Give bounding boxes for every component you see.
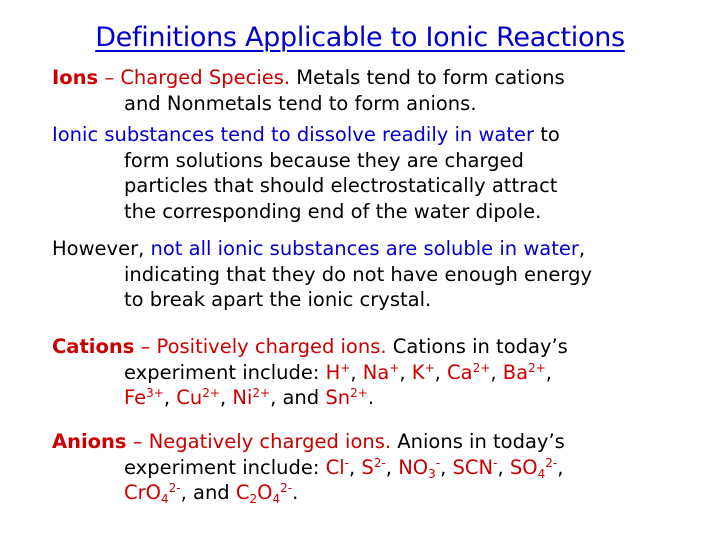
ionic-line-3: particles that should electrostatically attract [124, 174, 558, 197]
ion-scn: SCN- [452, 455, 498, 479]
anions-term: Anions [52, 430, 127, 453]
ion-k: K+ [411, 360, 435, 384]
ionic-line-2: form solutions because they are charged [124, 148, 524, 172]
ions-definition: Charged Species. [120, 66, 291, 89]
ion-ni: $Ni^{2+}$ [232, 386, 271, 409]
anions-line-2-lead: experiment include: [124, 455, 326, 479]
ionic-line-4: the corresponding end of the water dipole. [124, 199, 542, 223]
anions-line-3: CrO$_4^{2-}$, and $C_2O_4^{2-}$. [124, 481, 299, 506]
ion-s: $S^{2-}$ [361, 455, 386, 479]
page-title: Definitions Applicable to Ionic Reactions [95, 22, 625, 53]
cations-dash: – [134, 335, 157, 358]
ion-cl: Cl- [325, 455, 350, 479]
ion-cu: $Cu^{2+}$ [176, 386, 220, 409]
ion-cro4: CrO$_4^{2-}$ [124, 481, 181, 506]
ions-dash: – [98, 66, 121, 89]
ions-line-1-rest: Metals tend to form cations [290, 66, 565, 89]
ionic-substances-paragraph [52, 122, 712, 224]
however-highlight: not all ionic substances are soluble in water [150, 237, 579, 260]
ionic-line-1-rest: to [534, 123, 560, 146]
ion-c2o4: $C_2O_4^{2-}$ [235, 481, 293, 506]
however-lead: However, [52, 237, 151, 260]
ion-so4: $SO_4^{2-}$ [509, 455, 558, 481]
cations-term: Cations [52, 335, 135, 358]
ionic-line-1 [52, 122, 712, 148]
however-paragraph [52, 236, 712, 313]
cations-line-2-lead: experiment include: [124, 360, 326, 384]
anions-dash: – [126, 430, 149, 453]
however-line-1-rest: , [578, 237, 586, 260]
ionic-highlight: Ionic substances tend to dissolve readily in water [52, 123, 535, 146]
ion-ca: $Ca^{2+}$ [447, 360, 491, 384]
anions-line-1 [52, 429, 712, 455]
however-line-1 [52, 236, 712, 262]
ion-na: Na+ [362, 360, 400, 384]
anions-line-2: experiment include: Cl-, $S^{2-}$, $NO_3^-$, SCN-, $SO_4^{2-}$, [124, 455, 564, 481]
cations-line-1-rest: Cations in today’s [386, 335, 568, 358]
ion-ba: $Ba^{2+}$ [502, 360, 546, 384]
ions-term: Ions [52, 66, 99, 89]
cations-definition: Positively charged ions. [156, 335, 387, 358]
cations-paragraph [52, 334, 712, 411]
ions-paragraph [52, 65, 712, 116]
ion-h: H+ [325, 360, 351, 384]
however-line-2: indicating that they do not have enough energy [124, 262, 592, 286]
ion-no3: $NO_3^-$ [398, 455, 441, 481]
cations-line-1 [52, 334, 712, 360]
cations-line-2: experiment include: H+, Na+, K+, $Ca^{2+}$, $Ba^{2+}$, [124, 360, 552, 384]
ions-line-1 [52, 65, 712, 91]
anions-definition: Negatively charged ions. [148, 430, 392, 453]
ion-fe: $Fe^{3+}$ [124, 386, 164, 409]
anions-line-1-rest: Anions in today’s [391, 430, 565, 453]
cations-line-3: $Fe^{3+}$, $Cu^{2+}$, $Ni^{2+}$, and $Sn^{2+}$. [124, 386, 375, 409]
ions-line-2: and Nonmetals tend to form anions. [124, 91, 477, 115]
however-line-3: to break apart the ionic crystal. [124, 288, 432, 311]
anions-paragraph [52, 429, 712, 506]
ion-sn: $Sn^{2+}$ [325, 386, 368, 409]
